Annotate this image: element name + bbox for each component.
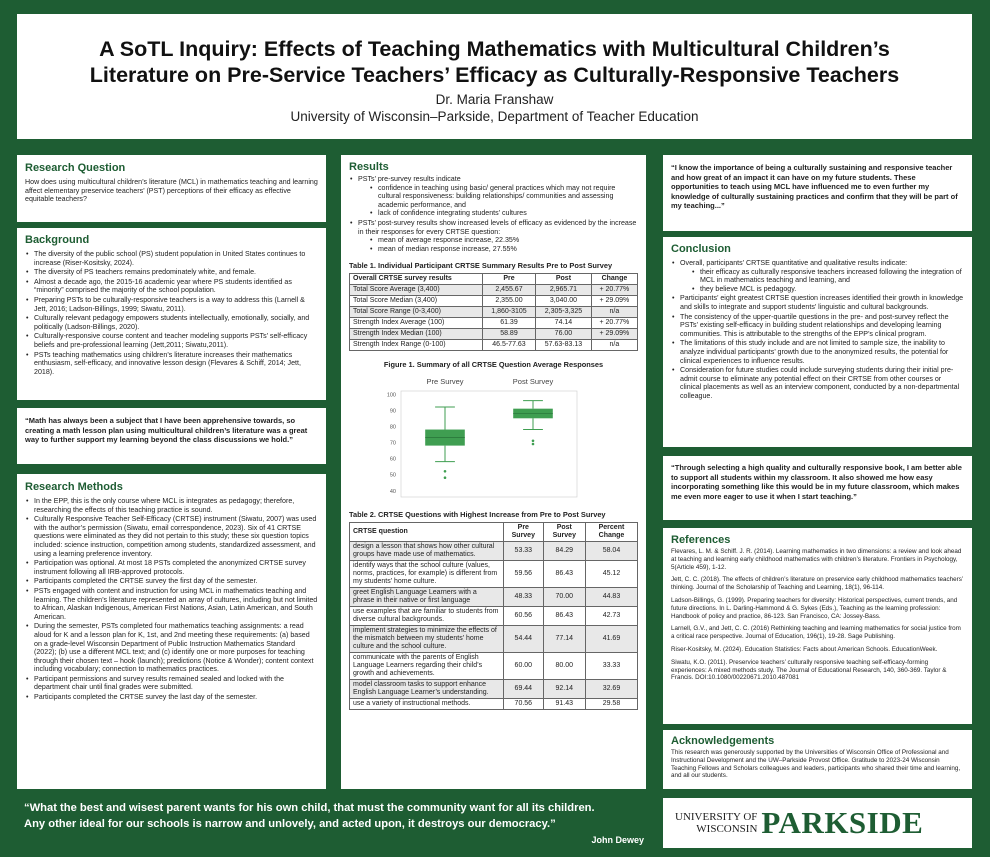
list-item: • PSTs teaching mathematics using children’s literature increases their mathematics enthusiasm, self-efficacy, and innovative lesson design (Flevares & Schiff, 2014; Jett, 2018). bbox=[25, 351, 318, 377]
results-list bbox=[349, 175, 638, 253]
list-item: • PSTs’ pre-survey results indicate • confidence in teaching using basic/ general practices which may not require cultural responsiveness: building relationships/ communities and assessing academic performance, and • lack of confidence integrating students’ cultures bbox=[349, 175, 638, 218]
table-header-row bbox=[350, 274, 638, 285]
list-item: • During the semester, PSTs completed four mathematics teaching assignments: a read aloud for K and a lesson plan for K, 1st, and 2nd meeting these requirements: (a) based on a grade-level Wisconsin Department of Public Instruction Mathematics Standard (2022); (b) use a different MCL text; and (c) identify one or more purposes for teaching through their chosen text – hook (launch); predictions (Notice & Wonder); content context including vocabulary; connection to mathematics practices. bbox=[25, 622, 318, 674]
table-row: greet English Language Learners with a phrase in their native or first language 48.33 70.00 44.83 bbox=[350, 588, 638, 607]
table-row: design a lesson that shows how other cultural groups have made use of mathematics. 53.33 84.29 58.04 bbox=[350, 542, 638, 561]
acknowledgements-heading: Acknowledgements bbox=[671, 735, 775, 747]
list-item: • The diversity of PS teachers remains predominately white, and female. bbox=[25, 268, 318, 277]
list-item: • The limitations of this study include and are not limited to sample size, the inability to analyze individual participants’ growth due to the anonymized results, the potential for clinical experiences to influence results. bbox=[671, 339, 964, 365]
list-item: • Participant permissions and survey results remained sealed and locked with the department chair until final grades were submitted. bbox=[25, 675, 318, 692]
table-header-row bbox=[350, 523, 638, 542]
university-logo bbox=[663, 798, 972, 848]
outlier-point bbox=[444, 477, 447, 480]
background-panel bbox=[17, 228, 326, 400]
student-quote-2: “I know the importance of being a culturally sustaining and responsive teacher and how great of an impact it can have on my future students. These opportunities to teach using MCL have influenced me to even further my knowledge of culturally sustaining practices and confirm that they will be part of my teaching...” bbox=[663, 155, 972, 231]
list-item: • In the EPP, this is the only course where MCL is integrates as pedagogy; therefore, researching the effects of this teaching practice is sound. bbox=[25, 497, 318, 514]
table1 bbox=[349, 273, 638, 351]
table-row: Total Score Average (3,400) 2,455.67 2,965.71 + 20.77% bbox=[350, 285, 638, 296]
list-item: • Participation was optional. At most 18 PSTs completed the anonymized CRTSE survey instrument following all IRB-approved protocols. bbox=[25, 559, 318, 576]
table2 bbox=[349, 522, 638, 710]
table-header: Overall CRTSE survey results bbox=[350, 274, 483, 285]
table-row: use examples that are familiar to students from diverse cultural backgrounds. 60.56 86.43 42.73 bbox=[350, 607, 638, 626]
outlier-point bbox=[444, 470, 447, 473]
list-item: • PSTs engaged with content and instruction for using MCL in mathematics teaching and learning. The children’s literature represented an array of cultures, including but not limited to African, Alaskan Indigenous, American First Nations, Asian, Latin American, and South American. bbox=[25, 587, 318, 621]
list-item: • mean of median response increase, 27.55% bbox=[370, 245, 638, 254]
table1-caption: Table 1. Individual Participant CRTSE Summary Results Pre to Post Survey bbox=[349, 261, 613, 271]
list-item: • they believe MCL is pedagogy. bbox=[692, 285, 964, 294]
table-row: Strength Index Median (100) 58.89 76.00 + 29.09% bbox=[350, 329, 638, 340]
table-row: use a variety of instructional methods. 70.56 91.43 29.58 bbox=[350, 699, 638, 710]
results-heading: Results bbox=[349, 161, 389, 173]
list-item: • mean of average response increase, 22.35% bbox=[370, 236, 638, 245]
conclusion-list bbox=[671, 259, 964, 401]
list-item: • Culturally Responsive Teacher Self-Efficacy (CRTSE) instrument (Siwatu, 2007) was used with the author’s permission (Siwatu, email correspondence, 2023). Six of 41 CRTSE questions were eliminated as they did not pertain to this study; these six question topics included: science instruction, competition among students, standardized assessment, and using a learning preference inventory. bbox=[25, 515, 318, 558]
conclusion-panel bbox=[663, 237, 972, 447]
table-row: communicate with the parents of English Language Learners regarding their child’s growth and achievements. 60.00 80.00 33.33 bbox=[350, 653, 638, 680]
table-header: Pre Survey bbox=[504, 523, 544, 542]
conclusion-heading: Conclusion bbox=[671, 243, 731, 255]
table2-caption: Table 2. CRTSE Questions with Highest Increase from Pre to Post Survey bbox=[349, 510, 606, 520]
reference-item: Jett, C. C. (2018). The effects of children’s literature on preservice early childhood mathematics teachers’ thinking. Journal of the Scholarship of Teaching and Learning, 18(1), 96-114. bbox=[671, 576, 964, 592]
background-heading: Background bbox=[25, 234, 90, 246]
table-row: Total Score Range (0-3,400) 1,860-3105 2,305-3,325 n/a bbox=[350, 307, 638, 318]
reference-item: Ladson-Billings, G. (1999). Preparing teachers for diversity: Historical perspectives, current trends, and future directions. In L. Darling-Hammond & G. Sykes (Eds.), Teaching as the learning profession: Handbook of policy and practice, 86-123. San Francisco, CA: Jossey-Bass. bbox=[671, 596, 958, 620]
table-row: Total Score Median (3,400) 2,355.00 3,040.00 + 29.09% bbox=[350, 296, 638, 307]
y-tick-label: 60 bbox=[389, 456, 396, 463]
table-header: Percent Change bbox=[585, 523, 637, 542]
list-item: • Culturally relevant pedagogy empowers students intellectually, emotionally, socially, and politically (Ladson-Billings, 2020). bbox=[25, 314, 318, 331]
research-question-heading: Research Question bbox=[25, 162, 126, 174]
list-item: • The consistency of the upper-quartile questions in the pre- and post-survey reflect the PSTs’ existing self-efficacy in building student relationships and developing learning communities. This is attributable to the strengths of the EPP’s clinical program. bbox=[671, 313, 964, 339]
table-header: CRTSE question bbox=[350, 523, 504, 542]
box-plot-chart bbox=[349, 369, 638, 505]
logo-university: UNIVERSITY OF bbox=[675, 811, 758, 823]
acknowledgements-panel bbox=[663, 730, 972, 789]
results-panel bbox=[341, 155, 646, 789]
list-item: • their efficacy as culturally responsive teachers increased following the integration of MCL in mathematics teaching and learning, and bbox=[692, 268, 964, 285]
table-header: Post Survey bbox=[543, 523, 585, 542]
logo-campus: PARKSIDE bbox=[761, 805, 924, 840]
research-question-text: How does using multicultural children’s literature (MCL) in mathematics teaching and learning affect elementary preservice teachers’ (PST) perceptions of their efficacy as effective equitable teachers? bbox=[25, 178, 318, 204]
methods-heading: Research Methods bbox=[25, 481, 123, 493]
list-item: • The diversity of the public school (PS) student population in United States continues to increase (Riser-Kositsky, 2024). bbox=[25, 250, 318, 267]
table-row: implement strategies to minimize the effects of the mismatch between my students’ home culture and the school culture. 54.44 77.14 41.69 bbox=[350, 626, 638, 653]
table-row: Strength Index Range (0-100) 46.5-77.63 57.63-83.13 n/a bbox=[350, 340, 638, 351]
research-question-panel bbox=[17, 155, 326, 222]
list-item: • Participants completed the CRTSE survey the first day of the semester. bbox=[25, 577, 318, 586]
logo-state: WISCONSIN bbox=[696, 823, 758, 835]
y-tick-label: 80 bbox=[389, 424, 396, 431]
poster-title: A SoTL Inquiry: Effects of Teaching Mathematics with Multicultural Children’s Literature on Pre-Service Teachers’ Efficacy as Culturally-Responsive Teachers bbox=[89, 37, 900, 87]
list-item: • Almost a decade ago, the 2015-16 academic year where PS students identified as “minority” comprised the majority of the school population. bbox=[25, 278, 318, 295]
methods-list bbox=[25, 497, 318, 702]
list-item: • Culturally-responsive course content and teacher modeling supports PSTs’ self-efficacy beliefs and pre-professional learning (Jett,2011; Siwatu,2011). bbox=[25, 332, 318, 349]
y-tick-label: 90 bbox=[389, 408, 396, 415]
references-panel bbox=[663, 528, 972, 724]
list-item: • Consideration for future studies could include surveying students during their initial pre-admit course to eliminate any potential effect on their CRTSE from other courses or clinical placements as well as an interview component, conducted by a non-departmental colleague. bbox=[671, 366, 964, 400]
methods-panel bbox=[17, 474, 326, 789]
list-item: • Overall, participants’ CRTSE quantitative and qualitative results indicate: • their efficacy as culturally responsive teachers increased following the integration of MCL in mathematics teaching and learning, and • they believe MCL is pedagogy. bbox=[671, 259, 964, 293]
list-item: • lack of confidence integrating students’ cultures bbox=[370, 209, 638, 218]
table-row: model classroom tasks to support enhance English Language Learner’s understanding. 69.44 92.14 32.69 bbox=[350, 680, 638, 699]
footer-quote: “What the best and wisest parent wants for his own child, that must the community want for all its children. Any other ideal for our schools is narrow and unlovely, and acted upon, it destroys our democracy.” John Dewey bbox=[24, 801, 644, 849]
title-banner bbox=[17, 14, 972, 139]
student-quote-1: “Math has always been a subject that I have been apprehensive towards, so creating a math lesson plan using multicultural children’s literature was a great way to further support my learning beyond the class discussions we hold.” bbox=[17, 408, 326, 464]
reference-item: Flevares, L. M. & Schiff. J. R. (2014). Learning mathematics in two dimensions: a review and look ahead at teaching and learning early childhood mathematics with children’s literature. Frontiers in Psychology, 5(Article 459), 1-12. bbox=[671, 548, 962, 571]
affiliation: University of Wisconsin–Parkside, Department of Teacher Education bbox=[290, 109, 699, 124]
reference-item: Siwatu, K.O. (2011). Preservice teachers’ culturally responsive teaching self-efficacy-forming experiences: A mixed methods study. The Journal of Educational Research, 140, 360-369. Taylor & Francis. DOI:10.1080/00220671.2010.487081 bbox=[671, 658, 947, 682]
student-quote-3: “Through selecting a high quality and culturally responsive book, I am better able to support all students within my classroom. It also showed me how easy incorporating something like this would be in my future classroom, which makes me even more eager to use it when I start teaching.” bbox=[663, 456, 972, 520]
reference-item: Riser-Kositsky, M. (2024). Education Statistics: Facts about American Schools. EducationWeek. bbox=[671, 645, 938, 653]
table-header: Pre bbox=[482, 274, 535, 285]
table-row: Strength Index Average (100) 61.39 74.14 + 20.77% bbox=[350, 318, 638, 329]
outlier-point bbox=[532, 443, 535, 446]
table-header: Change bbox=[591, 274, 637, 285]
list-item: • Participants completed the CRTSE survey the last day of the semester. bbox=[25, 693, 318, 702]
table-row: identify ways that the school culture (values, norms, practices, for example) is different from my students’ home culture. 59.56 86.43 45.12 bbox=[350, 561, 638, 588]
list-item: • Preparing PSTs to be culturally-responsive teachers is a way to address this (Larnell & Jett, 2016; Ladson-Billings, 1999; Siwatu, 2011). bbox=[25, 296, 318, 313]
y-tick-label: 40 bbox=[389, 489, 396, 496]
references-heading: References bbox=[671, 534, 731, 546]
category-label: Pre Survey bbox=[426, 377, 464, 387]
list-item: • confidence in teaching using basic/ general practices which may not require cultural responsiveness: building relationships/ communities and assessing academic performance, and bbox=[370, 184, 638, 210]
table-header: Post bbox=[536, 274, 592, 285]
figure1-caption: Figure 1. Summary of all CRTSE Question Average Responses bbox=[383, 360, 604, 370]
reference-item: Larnell, G.V., and Jett, C. C. (2016) Rethinking teaching and learning mathematics for social justice from a critical race perspective. Journal of Education, 196(1), 19-28. Sage Publishing. bbox=[671, 625, 961, 641]
outlier-point bbox=[532, 440, 535, 443]
quote-attribution: John Dewey bbox=[591, 835, 644, 845]
list-item: • Participants’ eight greatest CRTSE question increases identified their growth in knowledge and skills to integrate and support students’ linguistic and cultural backgrounds. bbox=[671, 294, 964, 311]
category-label: Post Survey bbox=[512, 377, 554, 387]
acknowledgements-text: This research was generously supported by the Universities of Wisconsin Office of Professional and Instructional Development and the UW–Parkside Provost Office. Gratitude to 2023-24 Wisconsin Teaching Fellows and Scholars colleagues and leaders, participants who shared their time and learning, and all our students. bbox=[671, 749, 961, 780]
y-tick-label: 100 bbox=[386, 392, 396, 399]
y-tick-label: 70 bbox=[389, 440, 396, 447]
background-list bbox=[25, 250, 318, 376]
y-tick-label: 50 bbox=[389, 473, 396, 480]
author: Dr. Maria Franshaw bbox=[435, 92, 554, 107]
list-item: • PSTs’ post-survey results show increased levels of efficacy as evidenced by the increase in their responses for every CRTSE question: • mean of average response increase, 22.35% • mean of median response increase, 27.55% bbox=[349, 219, 638, 253]
